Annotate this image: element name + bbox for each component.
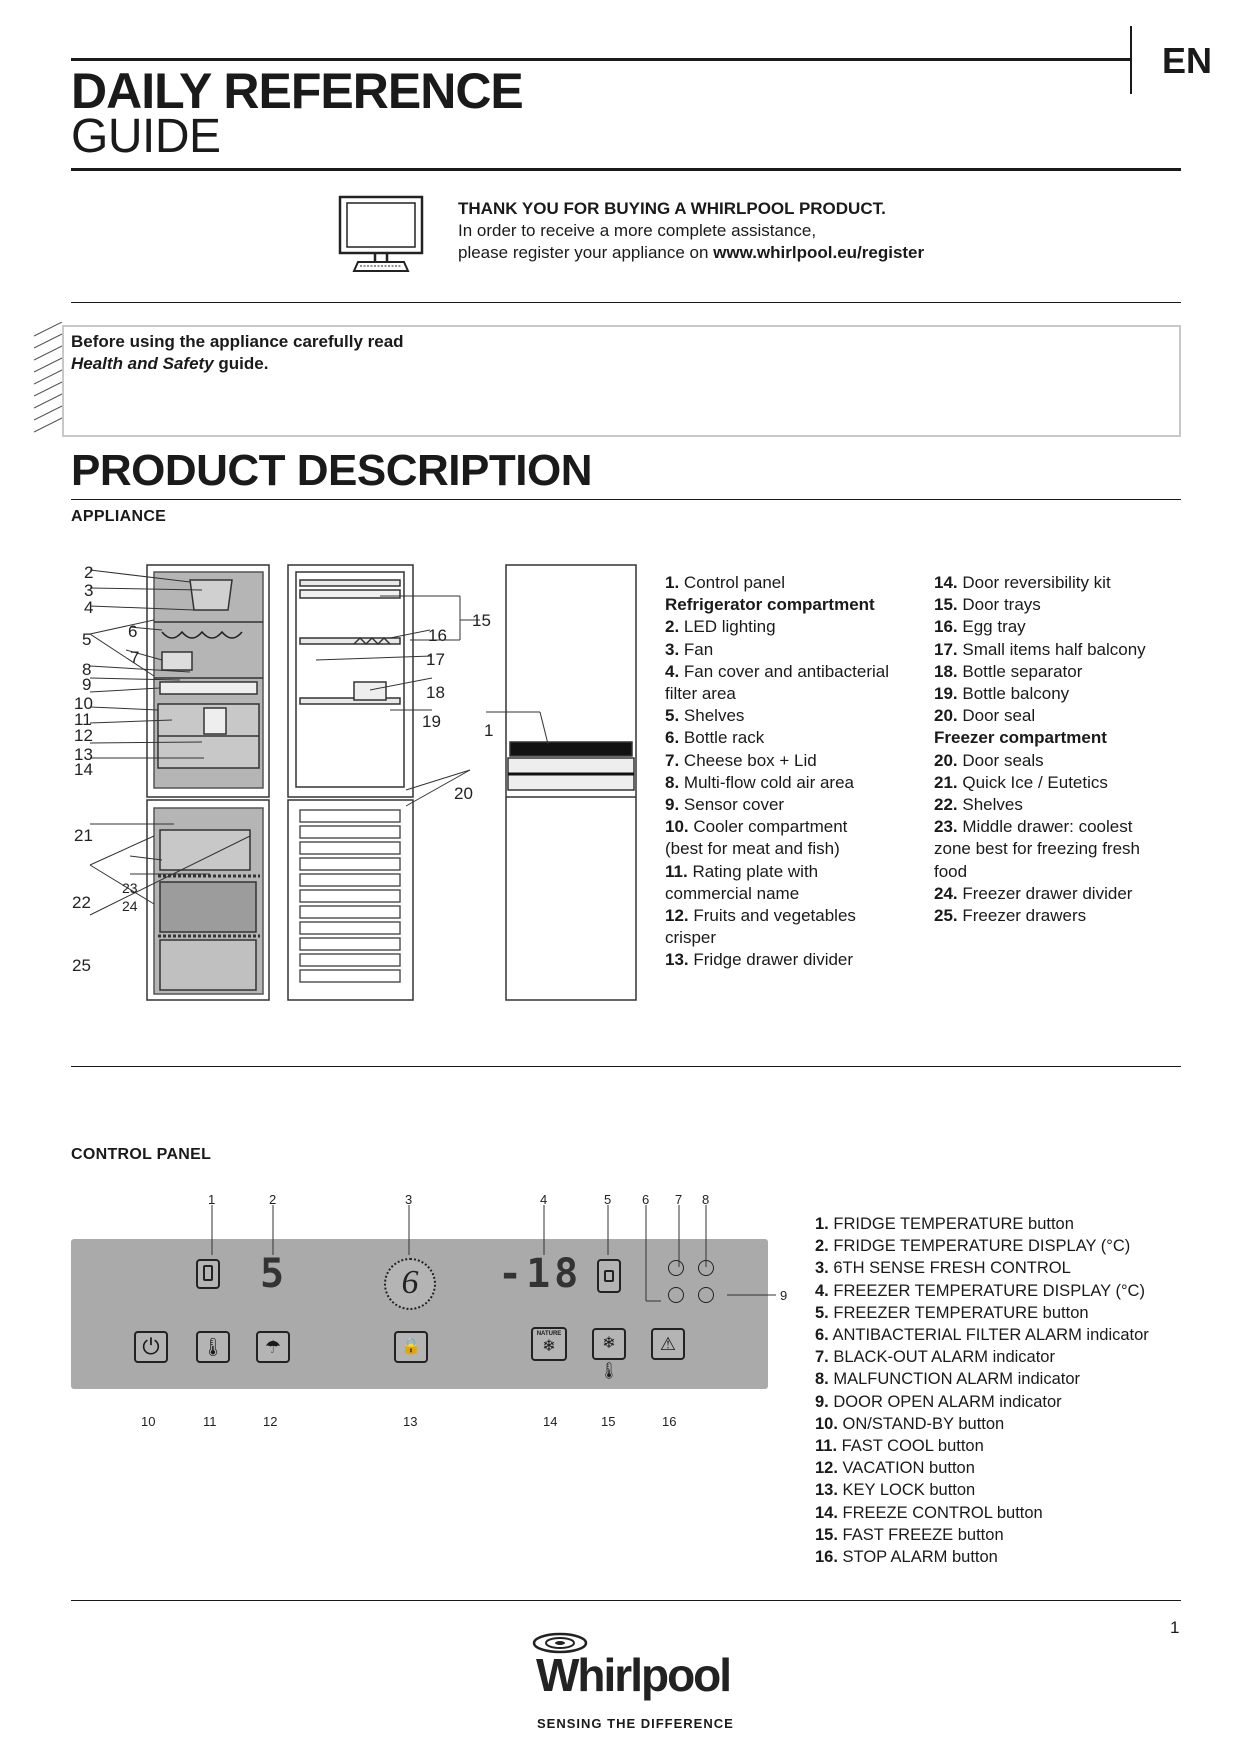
control-panel-legend [815,1213,1149,1568]
panel-callout-number: 6 [642,1192,650,1207]
appliance-legend-column-1 [665,572,889,972]
header-vertical-divider [1130,26,1132,94]
legend-item: 16. Egg tray [934,617,1026,637]
legend-item: 1. FRIDGE TEMPERATURE button [815,1215,1074,1233]
panel-callout-number: 5 [604,1192,612,1207]
legend-item: 11. FAST COOL button [815,1437,984,1456]
panel-callout-number: 8 [702,1192,710,1207]
legend-item: 20. Door seals [934,750,1044,770]
fridge-temperature-button[interactable] [196,1259,220,1289]
on-standby-button[interactable] [134,1331,168,1363]
freeze-control-button[interactable] [531,1327,567,1361]
legend-item: 13. KEY LOCK button [815,1481,976,1500]
fridge-temperature-display: 5 [260,1251,285,1297]
registration-line1: In order to receive a more complete assistance, [458,221,817,240]
legend-item: 5. Shelves [665,706,745,726]
antibacterial-filter-alarm-indicator [668,1260,684,1276]
sixth-sense-icon: 6 [401,1264,419,1301]
freezer-icon [604,1270,614,1282]
legend-item: 9. Sensor cover [665,795,785,815]
diagram-label: 12 [74,726,93,745]
diagram-label: 21 [74,826,93,845]
registration-note [458,198,1018,264]
panel-callout-number: 11 [203,1414,217,1429]
safety-line2 [71,353,404,375]
legend-item: 22. Shelves [934,795,1023,815]
safety-line1: Before using the appliance carefully read [71,332,404,351]
legend-item: 15. Door trays [934,595,1041,615]
control-panel-controls [71,1205,791,1425]
freezer-temperature-button[interactable] [597,1259,621,1293]
key-lock-button[interactable] [394,1331,428,1363]
panel-callout-number: 7 [675,1192,683,1207]
appliance-heading: APPLIANCE [71,508,167,525]
legend-item: 18. Bottle separator [934,661,1083,681]
panel-callout-number: 13 [403,1414,418,1429]
legend-item: 3. 6TH SENSE FRESH CONTROL [815,1259,1071,1278]
diagram-label: 22 [72,893,91,912]
nature-label: NATURE [536,1331,562,1337]
panel-callout-number: 12 [263,1414,278,1429]
freezer-temperature-display: -18 [498,1251,583,1297]
diagram-label: 18 [426,683,445,702]
legend-item: zone best for freezing fresh [934,839,1141,859]
diagram-label: 1 [484,721,494,740]
diagram-label: 16 [428,626,447,645]
diagram-label: 4 [84,598,94,617]
legend-item: 7. Cheese box + Lid [665,750,817,770]
legend-item: 17. Small items half balcony [934,639,1146,659]
appliance-legend-column-2 [934,572,1146,927]
diagram-label: 7 [130,648,140,667]
legend-item: 8. Multi-flow cold air area [665,772,854,792]
diagram-label: 13 [74,745,93,764]
diagram-label: 14 [74,760,93,779]
brand-logo: Whirlpool [536,1649,731,1701]
diagram-label: 6 [128,622,138,641]
snowflake-icon: ❄ [542,1338,556,1355]
power-icon: ⏻ [142,1334,160,1359]
guide-title: DAILY REFERENCE [71,63,523,119]
legend-item: 14. FREEZE CONTROL button [815,1503,1043,1522]
legend-item: 2. FRIDGE TEMPERATURE DISPLAY (°C) [815,1237,1131,1256]
guide-subtitle: GUIDE [71,110,221,163]
door-open-alarm-indicator [698,1287,714,1303]
panel-callout-number: 15 [601,1414,616,1429]
stop-alarm-button[interactable] [651,1328,685,1360]
panel-callout-number: 9 [780,1288,788,1303]
brand-slogan: SENSING THE DIFFERENCE [537,1716,734,1731]
legend-item: 20. Door seal [934,706,1036,726]
legend-item: 6. ANTIBACTERIAL FILTER ALARM indicator [815,1326,1149,1345]
legend-item: 12. VACATION button [815,1459,975,1478]
panel-callout-number: 1 [208,1192,216,1207]
padlock-icon: 🔒 [401,1338,421,1355]
diagram-label: 25 [72,956,91,975]
legend-item: filter area [665,684,736,704]
registration-heading: THANK YOU FOR BUYING A WHIRLPOOL PRODUCT. [458,199,886,218]
diagram-label: 8 [82,660,92,679]
legend-item: 21. Quick Ice / Eutetics [934,772,1108,792]
panel-callout-number: 3 [405,1192,413,1207]
safety-text [71,331,404,375]
legend-item: food [934,861,968,881]
language-code: EN [1162,40,1213,81]
safety-line2-rest: guide. [213,354,269,373]
legend-item: 5. FREEZER TEMPERATURE button [815,1303,1089,1322]
registration-line2 [458,242,1018,264]
legend-item: 9. DOOR OPEN ALARM indicator [815,1392,1062,1411]
legend-item: 16. STOP ALARM button [815,1548,998,1567]
fast-freeze-button[interactable] [592,1328,626,1380]
legend-item: 11. Rating plate with [665,861,819,881]
legend-item: (best for meat and fish) [665,839,840,859]
legend-item: 1. Control panel [665,573,786,592]
control-panel-heading: CONTROL PANEL [71,1146,212,1163]
legend-item: 14. Door reversibility kit [934,573,1111,592]
fast-cool-button[interactable] [196,1331,230,1363]
legend-item: 10. Cooler compartment [665,817,848,837]
panel-callout-number: 14 [543,1414,558,1429]
safety-guide-name: Health and Safety [71,354,214,373]
product-description-title: PRODUCT DESCRIPTION [71,446,592,495]
legend-item: 4. Fan cover and antibacterial [665,661,889,681]
legend-item: 10. ON/STAND-BY button [815,1414,1005,1433]
legend-item: 3. Fan [665,639,714,659]
product-description-rule [71,499,1181,500]
diagram-label: 11 [74,710,92,729]
legend-item: 2. LED lighting [665,617,776,637]
warning-triangle-icon: ⚠ [659,1334,677,1354]
legend-item: 25. Freezer drawers [934,906,1087,926]
sixth-sense-button[interactable] [384,1258,436,1310]
footer-rule [71,1600,1181,1601]
diagram-label: 20 [454,784,473,803]
computer-monitor-icon [338,195,424,275]
malfunction-alarm-indicator [668,1287,684,1303]
top-rule [71,58,1131,61]
diagram-label: 10 [74,694,93,713]
legend-item: 13. Fridge drawer divider [665,950,854,970]
legend-item: 24. Freezer drawer divider [934,883,1133,903]
umbrella-icon: ☂ [264,1337,282,1357]
diagram-label: 23 [122,880,138,896]
registration-rule [71,302,1181,303]
legend-item: 15. FAST FREEZE button [815,1525,1004,1544]
panel-callout-number: 4 [540,1192,548,1207]
appliance-diagram [70,560,650,1010]
legend-item: crisper [665,928,717,948]
thermometer-icon: 🌡 [201,1337,225,1357]
diagram-label: 5 [82,630,92,649]
legend-item: 8. MALFUNCTION ALARM indicator [815,1370,1080,1389]
diagram-label: 19 [422,712,441,731]
legend-item: 23. Middle drawer: coolest [934,817,1133,837]
snowflake-thermometer-icon: ❄🌡 [598,1335,620,1380]
registration-line2-prefix: please register your appliance on [458,243,714,262]
legend-heading: Refrigerator compartment [665,595,875,615]
diagram-label: 15 [472,611,491,630]
legend-item: 6. Bottle rack [665,728,765,748]
legend-item: 4. FREEZER TEMPERATURE DISPLAY (°C) [815,1281,1145,1300]
title-rule [71,168,1181,171]
legend-heading: Freezer compartment [934,728,1107,748]
legend-item: 19. Bottle balcony [934,684,1070,704]
diagram-label: 9 [82,675,92,694]
diagram-label: 2 [84,563,94,582]
legend-item: 7. BLACK-OUT ALARM indicator [815,1348,1055,1367]
black-out-alarm-indicator [698,1260,714,1276]
panel-callout-number: 10 [141,1414,156,1429]
fridge-icon [203,1265,213,1281]
diagram-label: 17 [426,650,445,669]
panel-callout-number: 16 [662,1414,677,1429]
registration-url[interactable]: www.whirlpool.eu/register [713,243,925,262]
legend-item: 12. Fruits and vegetables [665,906,856,926]
appliance-bottom-rule [71,1066,1181,1067]
page-number: 1 [1170,1618,1180,1637]
vacation-button[interactable] [256,1331,290,1363]
legend-item: commercial name [665,883,800,903]
diagram-label: 24 [122,898,138,914]
diagram-label: 3 [84,581,94,600]
panel-callout-number: 2 [269,1192,277,1207]
hatch-marker [32,322,64,438]
